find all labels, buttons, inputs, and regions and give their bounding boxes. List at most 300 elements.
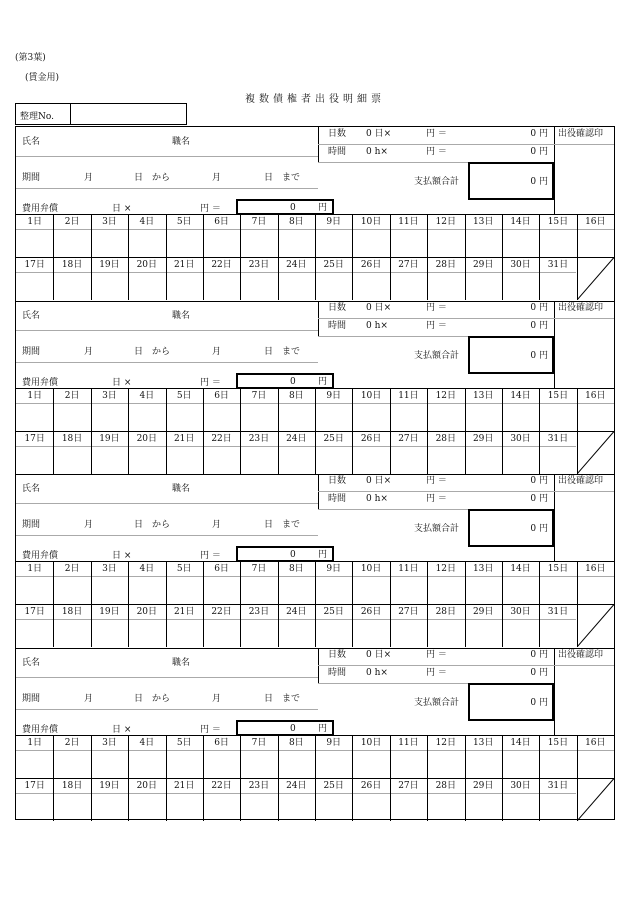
day-cell[interactable] [240,794,277,820]
day-header-underline [16,793,576,794]
day-label: 24日 [286,260,307,270]
day-label: 18日 [61,260,83,270]
day-cell[interactable] [390,751,427,777]
day-label: 24日 [286,433,307,444]
hours-label: 時間 [328,320,347,331]
day-col-divider [427,214,428,300]
day-col-divider [352,735,353,821]
day-col-divider [427,735,428,821]
day-label: 26日 [360,260,382,270]
empty-cell-diagonal [577,604,614,647]
day-label: 7日 [251,737,267,748]
day-cell[interactable] [16,751,53,777]
day-cell[interactable] [91,620,128,646]
job-label: 職名 [172,137,191,147]
expense-days[interactable]: 日 × [112,551,132,561]
day-cell[interactable] [577,751,614,777]
period-to-month: 月 [212,520,222,530]
day-cell[interactable] [427,404,464,430]
day-cell[interactable] [240,447,277,473]
day-label: 29日 [472,607,494,617]
day-cell[interactable] [203,794,240,820]
day-label: 29日 [472,260,494,270]
expense-days[interactable]: 日 × [112,204,132,214]
day-cell[interactable] [53,447,90,473]
day-label: 9日 [326,217,342,227]
day-cell[interactable] [166,404,203,430]
entry-block [16,474,614,648]
day-col-divider [465,735,466,821]
day-cell[interactable] [91,404,128,430]
day-label: 6日 [214,390,229,401]
day-cell[interactable] [278,751,315,777]
day-cell[interactable] [502,447,539,473]
day-cell[interactable] [352,230,389,256]
payment-total-amount: 0 円 [530,350,548,361]
day-cell[interactable] [315,751,352,777]
divider [318,648,319,684]
day-label: 2日 [64,737,80,748]
period-from-day: 日 [134,693,144,704]
day-cell[interactable] [240,577,277,603]
day-cell[interactable] [278,794,315,820]
day-label: 2日 [64,217,80,227]
stamp-underline [554,665,614,666]
day-cell[interactable] [539,273,576,299]
day-cell[interactable] [166,577,203,603]
day-cell[interactable] [427,577,464,603]
period-from: から [152,173,171,183]
days-amount: 0 円 [530,129,548,139]
name-underline [16,503,318,504]
day-cell[interactable] [53,404,90,430]
expense-rate: 円 ＝ [200,724,221,735]
day-cell[interactable] [16,230,53,256]
day-cell[interactable] [465,751,502,777]
day-col-divider [240,735,241,821]
day-cell[interactable] [539,751,576,777]
day-cell[interactable] [91,751,128,777]
day-col-divider [315,561,316,647]
days-rate: 円 ＝ [426,649,447,660]
hours-value[interactable]: 0 h× [366,320,388,331]
day-cell[interactable] [91,447,128,473]
day-label: 10日 [360,217,382,227]
day-col-divider [539,735,540,821]
day-cell[interactable] [315,794,352,820]
day-label: 31日 [547,433,569,444]
period-label: 期間 [22,346,41,357]
day-col-divider [166,388,167,474]
day-label: 27日 [398,260,419,270]
day-col-divider [502,388,503,474]
day-label: 30日 [510,780,531,791]
day-label: 18日 [61,607,83,617]
day-label: 20日 [136,260,158,270]
day-label: 26日 [360,607,382,617]
day-cell[interactable] [352,577,389,603]
day-label: 14日 [510,737,531,748]
day-cell[interactable] [427,620,464,646]
payment-total-label: 支払額合計 [414,524,460,534]
job-label: 職名 [172,310,191,321]
day-label: 6日 [214,564,229,574]
detail-table [15,126,615,820]
day-col-divider [203,735,204,821]
expense-label: 費用弁償 [22,724,59,735]
day-col-divider [278,735,279,821]
day-cell[interactable] [502,404,539,430]
payment-total-label: 支払額合計 [414,350,460,361]
day-label: 20日 [136,433,158,444]
day-cell[interactable] [128,273,165,299]
day-label: 5日 [176,390,192,401]
day-cell[interactable] [390,577,427,603]
day-cell[interactable] [203,620,240,646]
day-cell[interactable] [240,404,277,430]
period-underline [16,362,318,363]
day-cell[interactable] [240,751,277,777]
day-cell[interactable] [53,577,90,603]
day-cell[interactable] [16,404,53,430]
day-cell[interactable] [427,447,464,473]
day-label: 14日 [510,390,531,401]
day-cell[interactable] [16,447,53,473]
day-cell[interactable] [315,447,352,473]
day-cell[interactable] [502,577,539,603]
day-cell[interactable] [427,794,464,820]
expense-rate: 円 ＝ [200,551,221,561]
day-label: 10日 [360,564,382,574]
day-cell[interactable] [53,751,90,777]
day-header-underline [16,272,576,273]
period-until: まで [282,693,301,704]
day-cell[interactable] [465,404,502,430]
day-cell[interactable] [465,794,502,820]
day-label: 20日 [136,780,158,791]
seiri-number-box [15,103,187,125]
day-cell[interactable] [465,273,502,299]
entry-block [16,301,614,475]
period-from-day: 日 [134,346,144,357]
day-cell[interactable] [128,751,165,777]
day-cell[interactable] [203,404,240,430]
day-cell[interactable] [203,447,240,473]
day-label: 30日 [510,433,531,444]
day-cell[interactable] [166,230,203,256]
day-label: 29日 [472,780,494,791]
hours-value[interactable]: 0 h× [366,494,388,504]
day-col-divider [240,214,241,300]
day-label: 3日 [102,564,117,574]
day-col-divider [390,214,391,300]
seiri-number-field[interactable] [70,104,189,124]
day-cell[interactable] [278,273,315,299]
days-rate: 円 ＝ [426,476,447,486]
day-cell[interactable] [278,577,315,603]
day-cell[interactable] [91,273,128,299]
day-cell[interactable] [315,577,352,603]
day-cell[interactable] [539,794,576,820]
period-to-day: 日 [264,173,274,183]
day-cell[interactable] [465,230,502,256]
day-cell[interactable] [502,273,539,299]
day-cell[interactable] [427,273,464,299]
period-underline [16,535,318,536]
hours-amount: 0 円 [530,320,548,331]
period-to-day: 日 [264,346,274,357]
days-rate: 円 ＝ [426,302,447,313]
day-cell[interactable] [539,620,576,646]
hours-amount: 0 円 [530,667,548,678]
block-divider [16,474,614,475]
day-cell[interactable] [427,230,464,256]
day-label: 23日 [248,433,270,444]
day-cell[interactable] [352,447,389,473]
day-cell[interactable] [352,273,389,299]
day-cell[interactable] [203,751,240,777]
stamp-divider [554,648,555,735]
day-col-divider [502,214,503,300]
days-label: 日数 [328,302,347,313]
stamp-divider [554,301,555,388]
day-label: 28日 [435,780,457,791]
day-cell[interactable] [539,577,576,603]
name-underline [16,156,318,157]
day-label: 9日 [326,737,342,748]
day-cell[interactable] [91,230,128,256]
days-rate: 円 ＝ [426,129,447,139]
day-cell[interactable] [53,273,90,299]
day-label: 28日 [435,607,457,617]
payment-total-amount: 0 円 [530,524,548,534]
day-cell[interactable] [128,794,165,820]
days-value[interactable]: 0 日× [366,302,392,313]
day-label: 8日 [288,217,304,227]
day-cell[interactable] [315,273,352,299]
day-cell[interactable] [390,794,427,820]
day-col-divider [315,735,316,821]
day-label: 2日 [64,390,80,401]
day-label: 7日 [251,390,267,401]
day-cell[interactable] [352,404,389,430]
job-label: 職名 [172,657,191,668]
hours-value[interactable]: 0 h× [366,667,388,678]
days-value[interactable]: 0 日× [366,649,392,660]
days-label: 日数 [328,129,347,139]
day-cell[interactable] [91,577,128,603]
block-divider [16,648,614,649]
period-label: 期間 [22,173,41,183]
day-label: 15日 [547,737,569,748]
day-cell[interactable] [390,273,427,299]
day-cell[interactable] [91,794,128,820]
period-label: 期間 [22,693,41,704]
day-cell[interactable] [278,447,315,473]
day-cell[interactable] [166,620,203,646]
day-label: 16日 [585,217,606,227]
day-cell[interactable] [278,230,315,256]
day-cell[interactable] [539,404,576,430]
day-label: 1日 [27,737,43,748]
day-col-divider [240,561,241,647]
day-cell[interactable] [465,447,502,473]
days-amount: 0 円 [530,649,548,660]
period-until: まで [282,346,301,357]
day-label: 25日 [323,260,344,270]
day-label: 8日 [288,390,304,401]
day-label: 9日 [326,564,342,574]
day-cell[interactable] [203,230,240,256]
day-col-divider [427,561,428,647]
day-label: 25日 [323,607,344,617]
day-cell[interactable] [166,794,203,820]
day-label: 3日 [102,737,117,748]
day-cell[interactable] [128,404,165,430]
day-label: 17日 [24,260,45,270]
day-cell[interactable] [240,620,277,646]
day-cell[interactable] [315,230,352,256]
day-label: 12日 [435,390,457,401]
period-underline [16,709,318,710]
day-col-divider [502,561,503,647]
expense-label: 費用弁償 [22,551,59,561]
expense-amount-value: 0 [290,550,296,560]
days-amount: 0 円 [530,302,548,313]
day-cell[interactable] [240,230,277,256]
empty-cell-diagonal [577,778,614,821]
day-cell[interactable] [502,751,539,777]
days-amount: 0 円 [530,476,548,486]
day-cell[interactable] [278,620,315,646]
days-underline [318,144,554,145]
day-cell[interactable] [539,230,576,256]
block-divider [16,301,614,302]
period-from: から [152,346,171,357]
period-from-month: 月 [84,173,94,183]
day-cell[interactable] [166,751,203,777]
day-cell[interactable] [427,751,464,777]
empty-cell-diagonal [577,257,614,300]
day-label: 11日 [398,564,419,574]
expense-amount-unit: 円 [318,203,328,213]
hours-label: 時間 [328,494,347,504]
day-cell[interactable] [240,273,277,299]
period-from-day: 日 [134,520,144,530]
day-cell[interactable] [53,794,90,820]
expense-days[interactable]: 日 × [112,724,132,735]
day-cell[interactable] [390,230,427,256]
day-cell[interactable] [352,794,389,820]
hours-value[interactable]: 0 h× [366,147,388,157]
day-cell[interactable] [128,447,165,473]
expense-amount-unit: 円 [318,550,328,560]
day-cell[interactable] [16,273,53,299]
day-col-divider [53,388,54,474]
day-label: 15日 [547,217,569,227]
day-cell[interactable] [166,447,203,473]
day-col-divider [278,388,279,474]
day-cell[interactable] [315,620,352,646]
day-label: 4日 [139,390,155,401]
day-col-divider [53,735,54,821]
days-underline [318,665,554,666]
day-col-divider [278,214,279,300]
day-cell[interactable] [278,404,315,430]
day-label: 27日 [398,433,419,444]
day-cell[interactable] [390,447,427,473]
day-col-divider [240,388,241,474]
day-col-divider [128,735,129,821]
day-cell[interactable] [502,230,539,256]
day-cell[interactable] [390,404,427,430]
day-label: 22日 [211,433,232,444]
day-label: 4日 [139,564,155,574]
day-label: 25日 [323,780,344,791]
period-to-month: 月 [212,346,222,357]
day-label: 14日 [510,564,531,574]
day-col-divider [91,735,92,821]
days-value[interactable]: 0 日× [366,476,392,486]
day-cell[interactable] [352,620,389,646]
day-col-divider [128,561,129,647]
day-label: 21日 [173,607,195,617]
day-cell[interactable] [390,620,427,646]
day-cell[interactable] [53,620,90,646]
day-label: 19日 [99,607,120,617]
day-label: 6日 [214,217,229,227]
day-label: 21日 [173,780,195,791]
day-cell[interactable] [465,577,502,603]
divider [318,301,319,337]
period-from-month: 月 [84,693,94,704]
day-col-divider [465,561,466,647]
day-cell[interactable] [352,751,389,777]
day-cell[interactable] [128,620,165,646]
day-cell[interactable] [577,404,614,430]
day-cell[interactable] [502,794,539,820]
day-label: 18日 [61,780,83,791]
day-cell[interactable] [166,273,203,299]
day-cell[interactable] [16,577,53,603]
day-col-divider [465,388,466,474]
day-cell[interactable] [16,620,53,646]
day-cell[interactable] [465,620,502,646]
day-cell[interactable] [577,577,614,603]
day-cell[interactable] [539,447,576,473]
stamp-underline [554,144,614,145]
day-label: 27日 [398,607,419,617]
days-value[interactable]: 0 日× [366,129,392,139]
day-cell[interactable] [16,794,53,820]
day-cell[interactable] [128,577,165,603]
day-label: 9日 [326,390,342,401]
day-cell[interactable] [577,230,614,256]
day-cell[interactable] [128,230,165,256]
day-col-divider [53,214,54,300]
day-label: 10日 [360,737,382,748]
day-cell[interactable] [315,404,352,430]
day-cell[interactable] [502,620,539,646]
day-col-divider [91,561,92,647]
day-col-divider [203,388,204,474]
day-cell[interactable] [53,230,90,256]
name-underline [16,330,318,331]
day-cell[interactable] [203,273,240,299]
day-cell[interactable] [203,577,240,603]
seiri-label: 整理No. [20,112,54,122]
expense-days[interactable]: 日 × [112,377,132,388]
